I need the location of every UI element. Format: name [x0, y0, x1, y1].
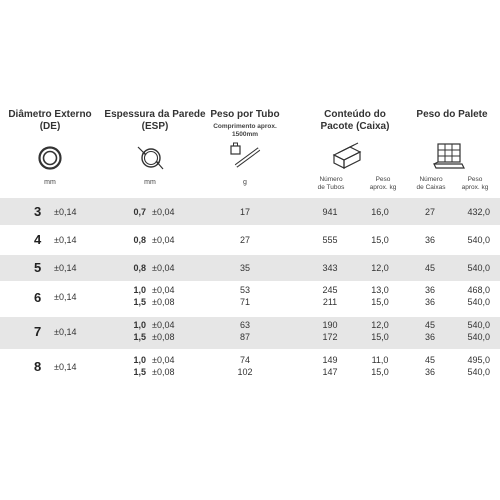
peso-palete: 540,0: [467, 235, 490, 245]
unit-num-caixas-1: Número: [419, 176, 443, 183]
peso-palete: 540,0: [467, 332, 490, 342]
peso-pacote: 12,0: [371, 320, 389, 330]
peso-tubo: 27: [239, 235, 250, 245]
num-tubos: 245: [322, 285, 338, 295]
peso-tubo: 53: [239, 285, 250, 295]
esp-tolerance: ±0,04: [152, 235, 175, 245]
esp-tolerance: ±0,04: [152, 285, 175, 295]
peso-pacote: 11,0: [371, 355, 389, 365]
num-tubos: 172: [322, 332, 338, 342]
peso-tubo: 87: [239, 332, 250, 342]
num-caixas: 36: [424, 285, 435, 295]
unit-peso-kg-2a: Peso: [467, 176, 483, 183]
peso-tubo: 102: [237, 367, 253, 377]
unit-mm-esp: mm: [144, 179, 156, 186]
pallet-icon: [432, 142, 466, 170]
peso-tubo: 71: [239, 297, 250, 307]
esp-value: 0,7: [133, 207, 146, 217]
esp-tolerance: ±0,08: [152, 332, 175, 342]
peso-pacote: 12,0: [371, 263, 389, 273]
de-tolerance: ±0,14: [54, 292, 77, 302]
esp-tolerance: ±0,04: [152, 355, 175, 365]
num-tubos: 941: [322, 207, 338, 217]
esp-value: 1,0: [133, 320, 146, 330]
esp-value: 1,5: [133, 297, 146, 307]
esp-value: 1,0: [133, 355, 146, 365]
header-peso-tubo-sub: [195, 123, 295, 139]
num-caixas: 36: [424, 332, 435, 342]
header-conteudo-line2: Pacote (Caixa): [320, 121, 390, 132]
de-value: 3: [34, 204, 42, 219]
header-diametro-line2: (DE): [39, 121, 61, 132]
num-caixas: 45: [424, 355, 435, 365]
table-row: [0, 281, 500, 317]
table-row: [0, 198, 500, 225]
unit-num-tubos-1: Número: [319, 176, 343, 183]
esp-tolerance: ±0,04: [152, 263, 175, 273]
peso-tubo: 17: [239, 207, 250, 217]
peso-tubo: 35: [239, 263, 250, 273]
de-tolerance: ±0,14: [54, 207, 77, 217]
de-tolerance: ±0,14: [54, 362, 77, 372]
peso-palete: 540,0: [467, 297, 490, 307]
header-diametro: [2, 109, 98, 133]
header-conteudo-line1: Conteúdo do: [324, 109, 386, 120]
de-value: 6: [34, 290, 42, 305]
header-peso-tubo: Peso por Tubo: [210, 109, 280, 120]
num-tubos: 555: [322, 235, 338, 245]
unit-peso-kg-2b: aprox. kg: [461, 184, 489, 191]
de-tolerance: ±0,14: [54, 235, 77, 245]
weight-tube-icon: [230, 142, 260, 168]
header-espessura-line2: (ESP): [141, 121, 169, 132]
esp-tolerance: ±0,04: [152, 320, 175, 330]
esp-tolerance: ±0,08: [152, 367, 175, 377]
table-row: [0, 255, 500, 281]
num-tubos: 211: [322, 297, 338, 307]
wall-thickness-icon: [138, 146, 164, 170]
peso-palete: 540,0: [467, 367, 490, 377]
esp-tolerance: ±0,08: [152, 297, 175, 307]
num-tubos: 343: [322, 263, 338, 273]
peso-pacote: 13,0: [371, 285, 389, 295]
header-peso-tubo-sub2: 1500mm: [231, 131, 259, 138]
esp-value: 1,0: [133, 285, 146, 295]
peso-pacote: 15,0: [371, 297, 389, 307]
peso-pacote: 15,0: [371, 367, 389, 377]
peso-tubo: 63: [239, 320, 250, 330]
header-diametro-line1: Diâmetro Externo: [8, 109, 92, 120]
unit-peso-kg-2: [452, 176, 498, 192]
num-caixas: 27: [424, 207, 435, 217]
header-peso-palete: Peso do Palete: [416, 109, 488, 120]
unit-num-caixas-2: de Caixas: [416, 184, 446, 191]
tube-end-icon: [38, 146, 62, 170]
header-conteudo: [305, 109, 405, 133]
num-caixas: 36: [424, 367, 435, 377]
esp-tolerance: ±0,04: [152, 207, 175, 217]
esp-value: 0,8: [133, 263, 146, 273]
unit-mm-de: mm: [44, 179, 56, 186]
unit-peso-kg-1b: aprox. kg: [369, 184, 397, 191]
de-value: 4: [34, 232, 42, 247]
table-row: [0, 225, 500, 255]
header-espessura: [100, 109, 210, 133]
header-peso-tubo-sub1: Comprimento aprox.: [213, 123, 277, 130]
num-tubos: 147: [322, 367, 338, 377]
peso-pacote: 15,0: [371, 332, 389, 342]
peso-pacote: 16,0: [371, 207, 389, 217]
num-tubos: 190: [322, 320, 338, 330]
peso-palete: 468,0: [467, 285, 490, 295]
peso-tubo: 74: [239, 355, 250, 365]
de-tolerance: ±0,14: [54, 263, 77, 273]
esp-value: 1,5: [133, 367, 146, 377]
table-row: [0, 349, 500, 385]
unit-peso-kg-1a: Peso: [375, 176, 391, 183]
de-value: 7: [34, 324, 42, 339]
peso-palete: 432,0: [467, 207, 490, 217]
num-caixas: 45: [424, 320, 435, 330]
num-caixas: 36: [424, 235, 435, 245]
num-caixas: 36: [424, 297, 435, 307]
unit-num-tubos: [308, 176, 354, 192]
unit-num-tubos-2: de Tubos: [317, 184, 345, 191]
num-tubos: 149: [322, 355, 338, 365]
box-icon: [332, 143, 362, 169]
peso-palete: 495,0: [467, 355, 490, 365]
esp-value: 0,8: [133, 235, 146, 245]
de-value: 8: [34, 359, 42, 374]
esp-value: 1,5: [133, 332, 146, 342]
table-row: [0, 317, 500, 349]
header-espessura-line1: Espessura da Parede: [104, 109, 206, 120]
unit-peso-kg-1: [360, 176, 406, 192]
unit-g: g: [243, 179, 247, 186]
unit-num-caixas: [408, 176, 454, 192]
num-caixas: 45: [424, 263, 435, 273]
peso-palete: 540,0: [467, 263, 490, 273]
peso-palete: 540,0: [467, 320, 490, 330]
de-value: 5: [34, 260, 42, 275]
peso-pacote: 15,0: [371, 235, 389, 245]
de-tolerance: ±0,14: [54, 327, 77, 337]
